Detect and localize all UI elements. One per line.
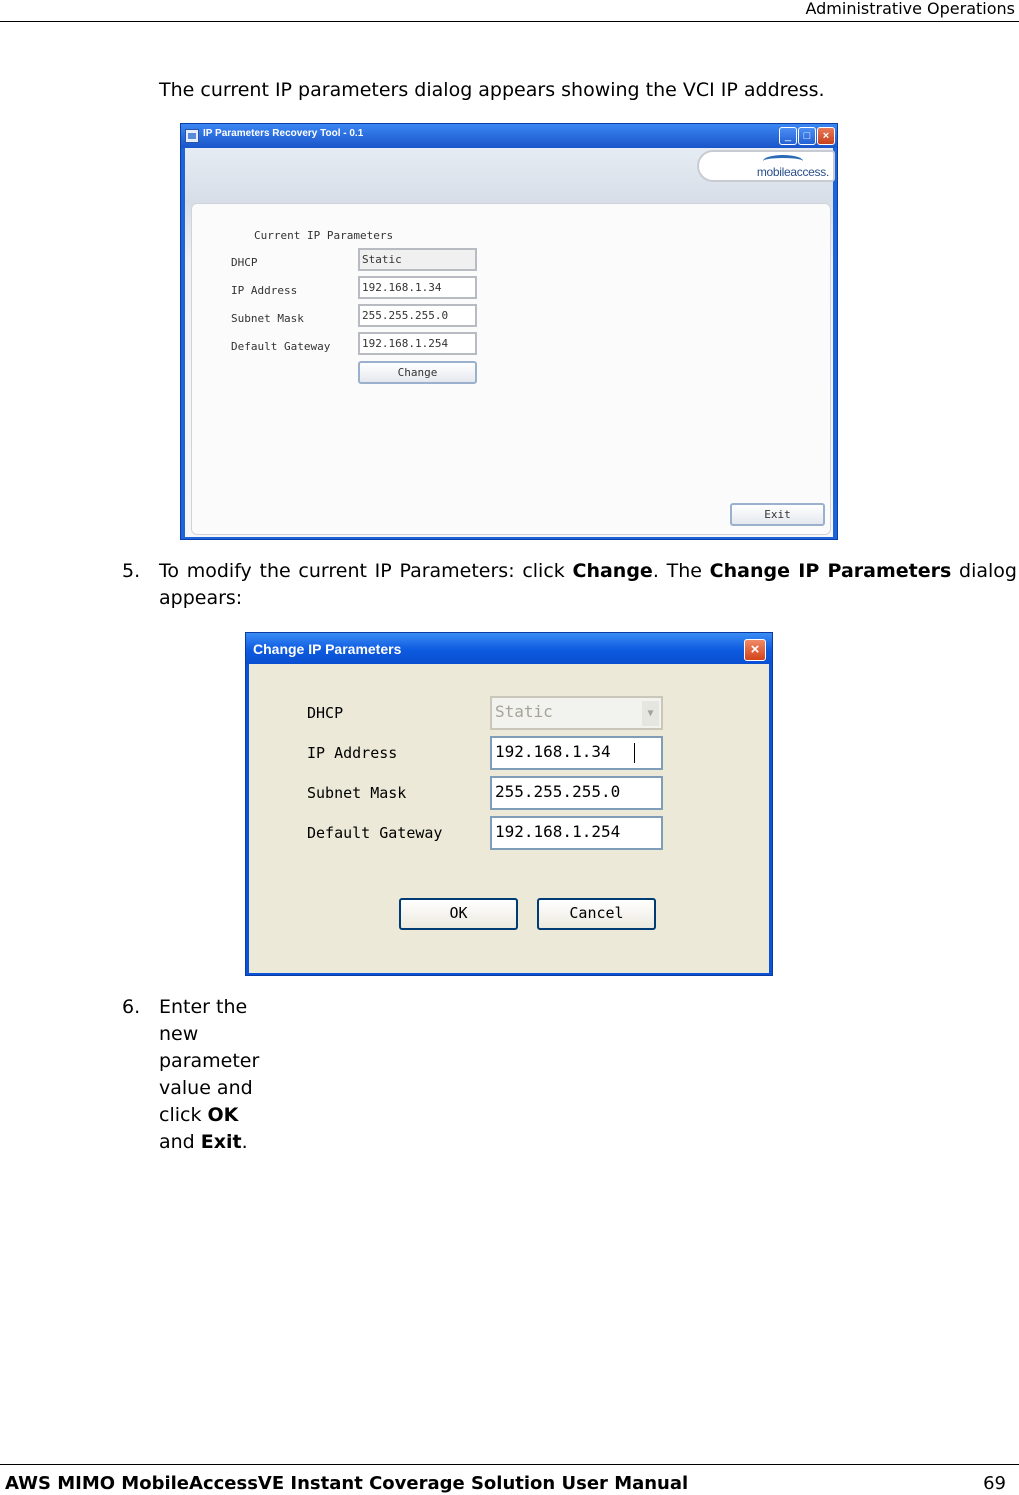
default-gateway-label: Default Gateway — [231, 340, 331, 353]
app-icon — [185, 129, 199, 143]
step-5-change: Change — [572, 560, 653, 582]
step-6-text — [159, 994, 259, 1156]
section-title: Administrative Operations — [805, 0, 1015, 18]
ip-address-label: IP Address — [307, 744, 398, 762]
subnet-mask-label: Subnet Mask — [307, 784, 407, 802]
default-gateway-label: Default Gateway — [307, 824, 443, 842]
step-5-post: dialog — [951, 560, 1017, 582]
step-5-pre: To modify the current IP Parameters: click — [159, 560, 573, 582]
close-icon[interactable]: × — [744, 639, 766, 661]
chevron-down-icon[interactable]: ▼ — [642, 701, 659, 726]
maximize-icon[interactable]: □ — [798, 127, 816, 145]
step-6-mid: and — [159, 1131, 201, 1153]
subnet-mask-input[interactable]: 255.255.255.0 — [490, 776, 663, 810]
step-6-ok: OK — [207, 1104, 239, 1126]
recovery-tool-window — [180, 123, 838, 540]
change-ip-title: Change IP Parameters — [253, 641, 402, 657]
mobileaccess-logo — [697, 150, 835, 182]
exit-button[interactable]: Exit — [730, 503, 825, 526]
dhcp-select-value: Static — [495, 702, 553, 721]
recovery-tool-title: IP Parameters Recovery Tool - 0.1 — [203, 128, 364, 139]
intro-paragraph: The current IP parameters dialog appears showing the VCI IP address. — [159, 79, 825, 101]
step-5-mid: . The — [652, 560, 710, 582]
step-6-pre: Enter the new parameter value and click — [159, 996, 260, 1126]
close-icon[interactable]: × — [817, 127, 835, 145]
text-caret — [634, 743, 635, 763]
ip-address-label: IP Address — [231, 284, 298, 297]
current-ip-heading: Current IP Parameters — [254, 229, 394, 242]
page-number: 69 — [983, 1473, 1006, 1494]
footer-manual-title: AWS MIMO MobileAccessVE Instant Coverage Solution User Manual — [5, 1473, 689, 1494]
ip-address-field: 192.168.1.34 — [358, 276, 477, 299]
cancel-button[interactable]: Cancel — [537, 898, 656, 930]
step-5-number: 5. — [122, 560, 141, 582]
change-button[interactable]: Change — [358, 361, 477, 384]
footer-rule — [0, 1464, 1019, 1465]
subnet-mask-field: 255.255.255.0 — [358, 304, 477, 327]
change-ip-client — [249, 664, 769, 973]
step-5-line2: appears: — [159, 587, 243, 609]
dhcp-select[interactable] — [490, 696, 663, 730]
ip-address-value: 192.168.1.34 — [495, 742, 611, 761]
dhcp-label: DHCP — [231, 256, 258, 269]
dhcp-field: Static — [358, 248, 477, 271]
change-ip-dialog — [245, 632, 773, 976]
step-6-number: 6. — [122, 996, 141, 1018]
change-ip-titlebar — [246, 633, 772, 664]
recovery-tool-titlebar — [181, 124, 837, 148]
default-gateway-input[interactable]: 192.168.1.254 — [490, 816, 663, 850]
ip-address-input[interactable] — [490, 736, 663, 770]
step-6-post: . — [241, 1131, 248, 1153]
running-header — [0, 0, 1019, 22]
minimize-icon[interactable]: _ — [779, 127, 797, 145]
recovery-tool-client — [185, 148, 833, 537]
step-5-text — [159, 558, 1017, 585]
dhcp-label: DHCP — [307, 704, 344, 722]
step-6-exit: Exit — [200, 1131, 242, 1153]
subnet-mask-label: Subnet Mask — [231, 312, 304, 325]
ok-button[interactable]: OK — [399, 898, 518, 930]
current-ip-panel — [191, 203, 831, 535]
default-gateway-field: 192.168.1.254 — [358, 332, 477, 355]
logo-text: mobileaccess. — [756, 165, 829, 179]
step-5-dialog-name: Change IP Parameters — [709, 560, 952, 582]
